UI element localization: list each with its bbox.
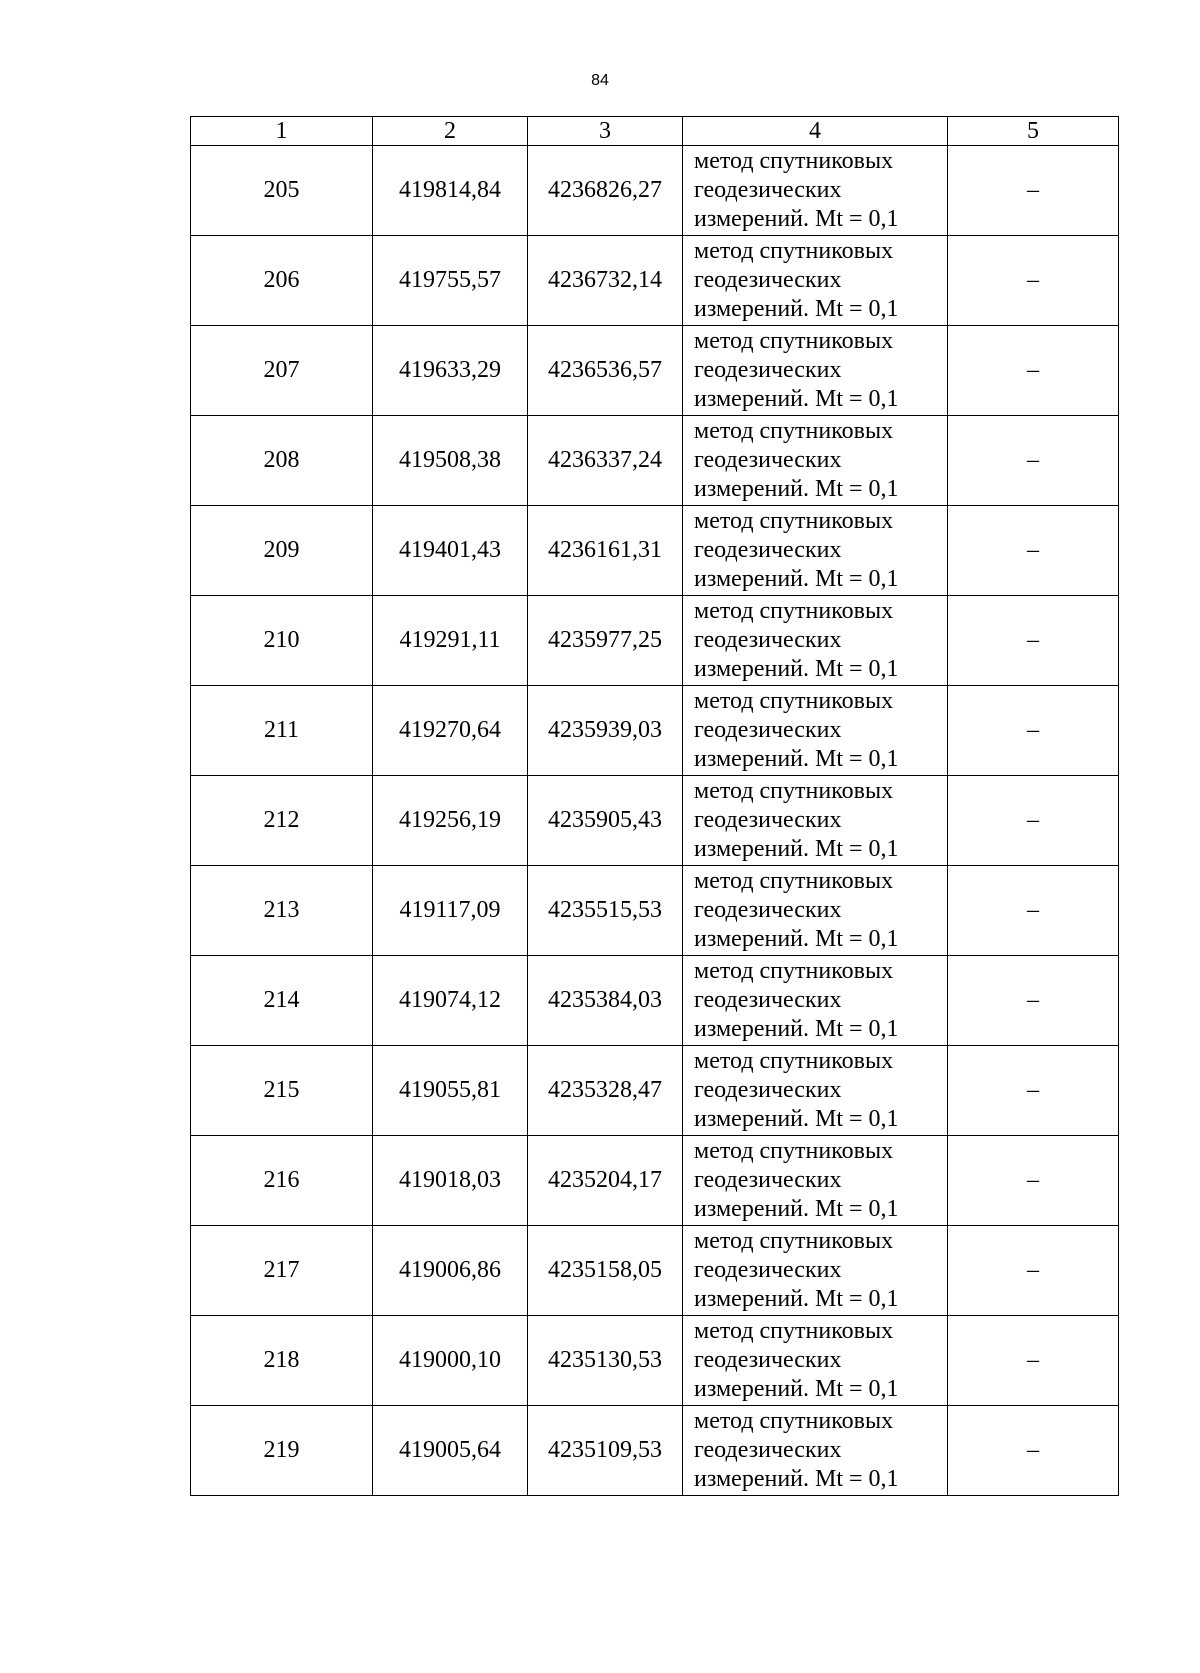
method-line: измерений. Mt = 0,1 [694, 836, 899, 862]
table-row [191, 956, 1119, 1046]
method-line: геодезических [694, 1167, 842, 1193]
method-cell [683, 1046, 948, 1136]
point-number-cell: 214 [191, 956, 373, 1046]
header-col-4: 4 [683, 117, 948, 146]
method-line: метод спутниковых [694, 508, 894, 534]
x-coordinate-cell: 419005,64 [373, 1406, 528, 1496]
table-row [191, 596, 1119, 686]
method-line: измерений. Mt = 0,1 [694, 386, 899, 412]
x-coordinate-cell: 419270,64 [373, 686, 528, 776]
col5-cell: – [948, 416, 1119, 506]
y-coordinate-cell: 4236826,27 [528, 146, 683, 236]
method-cell [683, 326, 948, 416]
method-line: метод спутниковых [694, 1318, 894, 1344]
col5-cell: – [948, 866, 1119, 956]
col5-cell: – [948, 596, 1119, 686]
method-line: геодезических [694, 177, 842, 203]
table-row [191, 1406, 1119, 1496]
x-coordinate-cell: 419755,57 [373, 236, 528, 326]
x-coordinate-cell: 419117,09 [373, 866, 528, 956]
y-coordinate-cell: 4236732,14 [528, 236, 683, 326]
y-coordinate-cell: 4235328,47 [528, 1046, 683, 1136]
method-line: измерений. Mt = 0,1 [694, 1286, 899, 1312]
col5-cell: – [948, 1226, 1119, 1316]
y-coordinate-cell: 4235204,17 [528, 1136, 683, 1226]
col5-cell: – [948, 236, 1119, 326]
method-line: метод спутниковых [694, 1408, 894, 1434]
point-number-cell: 210 [191, 596, 373, 686]
method-cell [683, 416, 948, 506]
header-col-1: 1 [191, 117, 373, 146]
x-coordinate-cell: 419000,10 [373, 1316, 528, 1406]
header-col-2: 2 [373, 117, 528, 146]
method-line: измерений. Mt = 0,1 [694, 1016, 899, 1042]
y-coordinate-cell: 4235939,03 [528, 686, 683, 776]
method-line: метод спутниковых [694, 688, 894, 714]
method-line: измерений. Mt = 0,1 [694, 476, 899, 502]
x-coordinate-cell: 419814,84 [373, 146, 528, 236]
method-cell [683, 146, 948, 236]
method-line: измерений. Mt = 0,1 [694, 296, 899, 322]
y-coordinate-cell: 4235158,05 [528, 1226, 683, 1316]
method-line: измерений. Mt = 0,1 [694, 1106, 899, 1132]
method-line: геодезических [694, 1257, 842, 1283]
method-cell [683, 1406, 948, 1496]
table-body [191, 146, 1119, 1496]
method-line: метод спутниковых [694, 598, 894, 624]
point-number-cell: 216 [191, 1136, 373, 1226]
x-coordinate-cell: 419291,11 [373, 596, 528, 686]
header-col-5: 5 [948, 117, 1119, 146]
point-number-cell: 209 [191, 506, 373, 596]
method-cell [683, 1136, 948, 1226]
method-line: метод спутниковых [694, 1048, 894, 1074]
x-coordinate-cell: 419508,38 [373, 416, 528, 506]
method-line: геодезических [694, 807, 842, 833]
x-coordinate-cell: 419006,86 [373, 1226, 528, 1316]
table-row [191, 236, 1119, 326]
y-coordinate-cell: 4236161,31 [528, 506, 683, 596]
method-line: геодезических [694, 357, 842, 383]
x-coordinate-cell: 419633,29 [373, 326, 528, 416]
header-row [191, 117, 1119, 146]
table-row [191, 506, 1119, 596]
method-cell [683, 956, 948, 1046]
y-coordinate-cell: 4235130,53 [528, 1316, 683, 1406]
method-line: измерений. Mt = 0,1 [694, 1376, 899, 1402]
col5-cell: – [948, 776, 1119, 866]
method-cell [683, 866, 948, 956]
col5-cell: – [948, 326, 1119, 416]
method-line: геодезических [694, 1077, 842, 1103]
table-row [191, 146, 1119, 236]
x-coordinate-cell: 419074,12 [373, 956, 528, 1046]
point-number-cell: 206 [191, 236, 373, 326]
method-line: геодезических [694, 1437, 842, 1463]
method-line: геодезических [694, 267, 842, 293]
method-line: измерений. Mt = 0,1 [694, 926, 899, 952]
point-number-cell: 205 [191, 146, 373, 236]
y-coordinate-cell: 4235384,03 [528, 956, 683, 1046]
col5-cell: – [948, 1136, 1119, 1226]
y-coordinate-cell: 4235515,53 [528, 866, 683, 956]
method-line: метод спутниковых [694, 418, 894, 444]
y-coordinate-cell: 4235977,25 [528, 596, 683, 686]
method-line: метод спутниковых [694, 148, 894, 174]
col5-cell: – [948, 1406, 1119, 1496]
col5-cell: – [948, 686, 1119, 776]
method-line: метод спутниковых [694, 238, 894, 264]
point-number-cell: 215 [191, 1046, 373, 1136]
point-number-cell: 212 [191, 776, 373, 866]
method-cell [683, 776, 948, 866]
y-coordinate-cell: 4235905,43 [528, 776, 683, 866]
y-coordinate-cell: 4236536,57 [528, 326, 683, 416]
header-col-3: 3 [528, 117, 683, 146]
page-number: 84 [591, 72, 609, 89]
point-number-cell: 211 [191, 686, 373, 776]
method-line: геодезических [694, 537, 842, 563]
method-line: геодезических [694, 897, 842, 923]
method-cell [683, 686, 948, 776]
col5-cell: – [948, 146, 1119, 236]
point-number-cell: 207 [191, 326, 373, 416]
point-number-cell: 208 [191, 416, 373, 506]
x-coordinate-cell: 419256,19 [373, 776, 528, 866]
coordinates-table [190, 116, 1119, 1496]
method-line: измерений. Mt = 0,1 [694, 746, 899, 772]
table-row [191, 1136, 1119, 1226]
table-row [191, 1316, 1119, 1406]
method-line: измерений. Mt = 0,1 [694, 1466, 899, 1492]
col5-cell: – [948, 506, 1119, 596]
method-cell [683, 506, 948, 596]
y-coordinate-cell: 4235109,53 [528, 1406, 683, 1496]
method-line: метод спутниковых [694, 868, 894, 894]
table-row [191, 326, 1119, 416]
y-coordinate-cell: 4236337,24 [528, 416, 683, 506]
method-line: геодезических [694, 717, 842, 743]
method-cell [683, 1226, 948, 1316]
method-line: измерений. Mt = 0,1 [694, 206, 899, 232]
method-line: метод спутниковых [694, 1138, 894, 1164]
method-line: измерений. Mt = 0,1 [694, 566, 899, 592]
col5-cell: – [948, 1316, 1119, 1406]
table-row [191, 1226, 1119, 1316]
method-line: метод спутниковых [694, 1228, 894, 1254]
x-coordinate-cell: 419055,81 [373, 1046, 528, 1136]
method-line: метод спутниковых [694, 328, 894, 354]
point-number-cell: 217 [191, 1226, 373, 1316]
method-line: метод спутниковых [694, 958, 894, 984]
method-line: геодезических [694, 627, 842, 653]
method-line: геодезических [694, 447, 842, 473]
x-coordinate-cell: 419018,03 [373, 1136, 528, 1226]
point-number-cell: 219 [191, 1406, 373, 1496]
point-number-cell: 213 [191, 866, 373, 956]
method-line: измерений. Mt = 0,1 [694, 1196, 899, 1222]
method-line: метод спутниковых [694, 778, 894, 804]
table-row [191, 866, 1119, 956]
method-line: геодезических [694, 987, 842, 1013]
point-number-cell: 218 [191, 1316, 373, 1406]
method-line: измерений. Mt = 0,1 [694, 656, 899, 682]
table-row [191, 686, 1119, 776]
x-coordinate-cell: 419401,43 [373, 506, 528, 596]
method-cell [683, 596, 948, 686]
method-cell [683, 1316, 948, 1406]
table-row [191, 416, 1119, 506]
method-line: геодезических [694, 1347, 842, 1373]
col5-cell: – [948, 1046, 1119, 1136]
table-row [191, 776, 1119, 866]
method-cell [683, 236, 948, 326]
table-row [191, 1046, 1119, 1136]
col5-cell: – [948, 956, 1119, 1046]
